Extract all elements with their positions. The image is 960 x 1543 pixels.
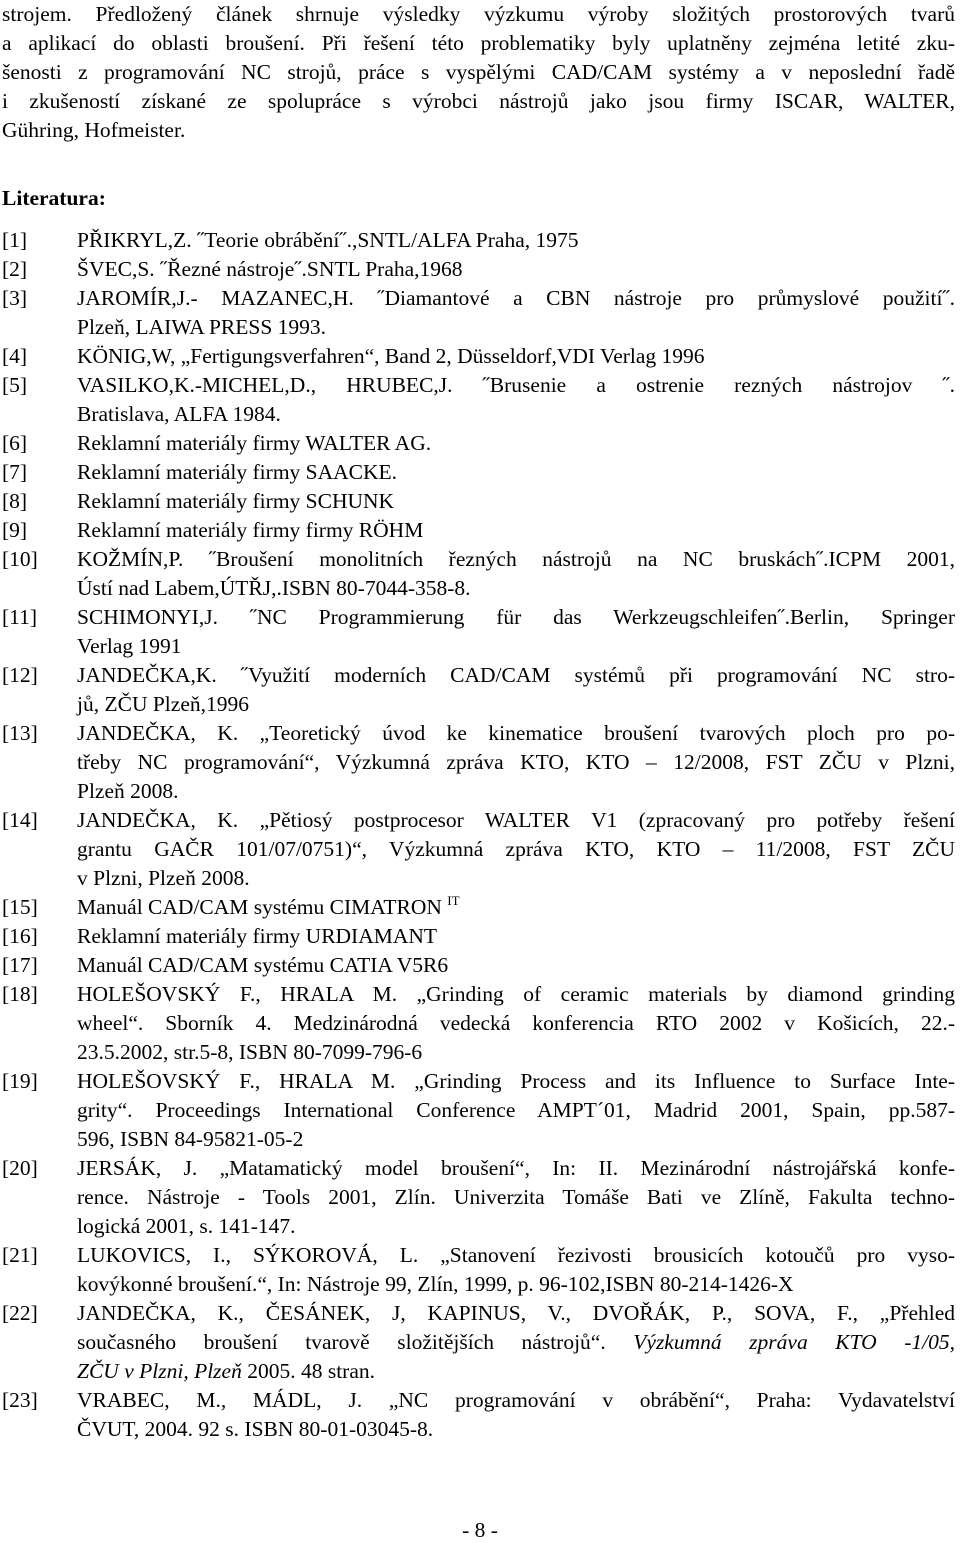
reference-number: [2]	[2, 257, 28, 281]
reference-line: ŠVEC,S. ˝Řezné nástroje˝.SNTL Praha,1968	[77, 257, 463, 281]
reference-item	[0, 458, 958, 487]
page-number: - 8 -	[462, 1518, 498, 1542]
reference-line: rence. Nástroje - Tools 2001, Zlín. Univerzita Tomáše Bati ve Zlíně, Fakulta techno-	[77, 1185, 955, 1209]
reference-number: [6]	[2, 431, 28, 455]
intro-line: a aplikací do oblasti broušení. Při řešení této problematiky byly uplatněny zejména letité zku-	[2, 31, 955, 55]
reference-number: [10]	[2, 547, 38, 571]
reference-item	[0, 980, 958, 1067]
reference-line: ČVUT, 2004. 92 s. ISBN 80-01-03045-8.	[77, 1417, 434, 1441]
reference-number: [11]	[2, 605, 38, 629]
reference-item	[0, 922, 958, 951]
reference-item	[0, 1154, 958, 1241]
reference-item	[0, 719, 958, 806]
reference-line: třeby NC programování“, Výzkumná zpráva KTO, KTO – 12/2008, FST ZČU v Plzni,	[77, 750, 955, 774]
reference-item	[0, 806, 958, 893]
reference-line: wheel“. Sborník 4. Medzinárodná vedecká konferencia RTO 2002 v Košicích, 22.-	[77, 1011, 955, 1035]
reference-item	[0, 226, 958, 255]
reference-line: ZČU v Plzni, Plzeň 2005. 48 stran.	[77, 1359, 376, 1383]
reference-item	[0, 893, 958, 922]
reference-line: Ústí nad Labem,ÚTŘJ,.ISBN 80-7044-358-8.	[77, 576, 471, 600]
reference-line: SCHIMONYI,J. ˝NC Programmierung für das Werkzeugschleifen˝.Berlin, Springer	[77, 605, 955, 629]
reference-line: VASILKO,K.-MICHEL,D., HRUBEC,J. ˝Brusenie a ostrenie rezných nástrojov ˝.	[77, 373, 955, 397]
superscript: IT	[447, 893, 460, 908]
reference-number: [23]	[2, 1388, 38, 1412]
reference-line: grity“. Proceedings International Conference AMPT´01, Madrid 2001, Spain, pp.587-	[77, 1098, 955, 1122]
reference-item	[0, 951, 958, 980]
reference-number: [21]	[2, 1243, 38, 1267]
reference-number: [16]	[2, 924, 38, 948]
reference-item	[0, 284, 958, 342]
reference-line: 23.5.2002, str.5-8, ISBN 80-7099-796-6	[77, 1040, 423, 1064]
reference-line: současného broušení tvarově složitějších nástrojů“. Výzkumná zpráva KTO -1/05,	[77, 1330, 955, 1354]
reference-line: Verlag 1991	[77, 634, 182, 658]
reference-line: v Plzni, Plzeň 2008.	[77, 866, 250, 890]
reference-item	[0, 487, 958, 516]
reference-number: [5]	[2, 373, 28, 397]
reference-item	[0, 1299, 958, 1386]
reference-number: [13]	[2, 721, 38, 745]
reference-number: [18]	[2, 982, 38, 1006]
reference-item	[0, 1241, 958, 1299]
intro-line: Gühring, Hofmeister.	[2, 118, 186, 142]
reference-line: Manuál CAD/CAM systému CIMATRON $^{IT}$	[77, 893, 460, 919]
reference-item	[0, 516, 958, 545]
reference-line: Plzeň 2008.	[77, 779, 179, 803]
reference-item	[0, 603, 958, 661]
reference-item	[0, 342, 958, 371]
reference-line: JAROMÍR,J.- MAZANEC,H. ˝Diamantové a CBN nástroje pro průmyslové použití˝.	[77, 286, 955, 310]
reference-line: jů, ZČU Plzeň,1996	[77, 692, 249, 716]
reference-line: Reklamní materiály firmy firmy RÖHM	[77, 518, 424, 542]
reference-item	[0, 1386, 958, 1444]
reference-number: [20]	[2, 1156, 38, 1180]
reference-line: kovýkonné broušení.“, In: Nástroje 99, Zlín, 1999, p. 96-102,ISBN 80-214-1426-X	[77, 1272, 794, 1296]
reference-line: Reklamní materiály firmy SAACKE.	[77, 460, 398, 484]
reference-line: PŘIKRYL,Z. ˝Teorie obrábění˝.,SNTL/ALFA Praha, 1975	[77, 228, 579, 252]
reference-number: [22]	[2, 1301, 38, 1325]
reference-line: Bratislava, ALFA 1984.	[77, 402, 281, 426]
reference-line: Reklamní materiály firmy SCHUNK	[77, 489, 395, 513]
reference-number: [17]	[2, 953, 38, 977]
reference-line: HOLEŠOVSKÝ F., HRALA M. „Grinding Process and its Influence to Surface Inte-	[77, 1069, 955, 1093]
reference-number: [9]	[2, 518, 28, 542]
reference-line: KÖNIG,W, „Fertigungsverfahren“, Band 2, Düsseldorf,VDI Verlag 1996	[77, 344, 705, 368]
reference-line: JANDEČKA, K. „Pětiosý postprocesor WALTER V1 (zpracovaný pro potřeby řešení	[77, 808, 955, 832]
intro-line: šenosti z programování NC strojů, práce s vyspělými CAD/CAM systémy a v neposlední řadě	[2, 60, 955, 84]
reference-number: [4]	[2, 344, 28, 368]
reference-number: [8]	[2, 489, 28, 513]
reference-item	[0, 1067, 958, 1154]
reference-line: grantu GAČR 101/07/0751)“, Výzkumná zpráva KTO, KTO – 11/2008, FST ZČU	[77, 837, 955, 861]
intro-line: strojem. Předložený článek shrnuje výsledky výzkumu výroby složitých prostorových tvarů	[2, 2, 955, 26]
reference-number: [15]	[2, 895, 38, 919]
reference-item	[0, 255, 958, 284]
reference-item	[0, 371, 958, 429]
reference-line: KOŽMÍN,P. ˝Broušení monolitních řezných nástrojů na NC bruskách˝.ICPM 2001,	[77, 547, 955, 571]
reference-line: Plzeň, LAIWA PRESS 1993.	[77, 315, 327, 339]
literature-heading: Literatura:	[2, 186, 106, 210]
reference-item	[0, 545, 958, 603]
reference-item	[0, 429, 958, 458]
reference-number: [12]	[2, 663, 38, 687]
reference-line: Reklamní materiály firmy WALTER AG.	[77, 431, 432, 455]
reference-line: JANDEČKA,K. ˝Využití moderních CAD/CAM systémů při programování NC stro-	[77, 663, 955, 687]
intro-line: i zkušeností získané ze spolupráce s výrobci nástrojů jako jsou firmy ISCAR, WALTER,	[2, 89, 955, 113]
reference-line: 596, ISBN 84-95821-05-2	[77, 1127, 304, 1151]
reference-number: [3]	[2, 286, 28, 310]
reference-number: [7]	[2, 460, 28, 484]
reference-line: Manuál CAD/CAM systému CATIA V5R6	[77, 953, 449, 977]
reference-line: JANDEČKA, K., ČESÁNEK, J, KAPINUS, V., DVOŘÁK, P., SOVA, F., „Přehled	[77, 1301, 955, 1325]
reference-line: Reklamní materiály firmy URDIAMANT	[77, 924, 438, 948]
reference-line: HOLEŠOVSKÝ F., HRALA M. „Grinding of ceramic materials by diamond grinding	[77, 982, 955, 1006]
intro-paragraph	[2, 0, 955, 145]
reference-line: JERSÁK, J. „Matamatický model broušení“, In: II. Mezinárodní nástrojářská konfe-	[77, 1156, 955, 1180]
reference-line: LUKOVICS, I., SÝKOROVÁ, L. „Stanovení řezivosti brousicích kotoučů pro vyso-	[77, 1243, 955, 1267]
reference-line: logická 2001, s. 141-147.	[77, 1214, 296, 1238]
reference-number: [14]	[2, 808, 38, 832]
reference-number: [19]	[2, 1069, 38, 1093]
reference-number: [1]	[2, 228, 28, 252]
reference-line: JANDEČKA, K. „Teoretický úvod ke kinematice broušení tvarových ploch pro po-	[77, 721, 955, 745]
reference-line: VRABEC, M., MÁDL, J. „NC programování v obrábění“, Praha: Vydavatelství	[77, 1388, 955, 1412]
reference-item	[0, 661, 958, 719]
